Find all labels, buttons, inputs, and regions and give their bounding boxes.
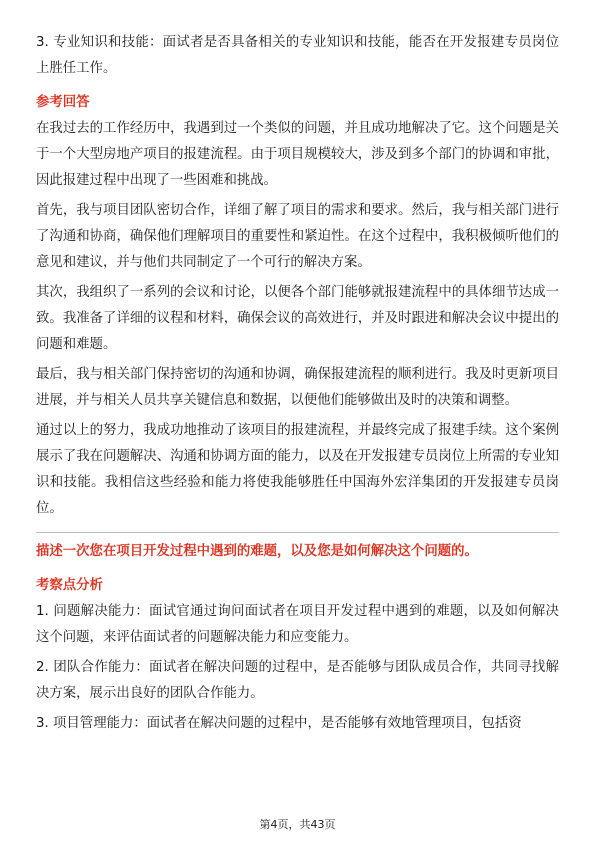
answer-paragraph: 通过以上的努力，我成功地推动了该项目的报建流程，并最终完成了报建手续。这个案例展示了我在问题解决、沟通和协调方面的能力，以及在开发报建专员岗位上所需的专业知识和技能。我相信这些经验和能力将使我能够胜任中国海外宏洋集团的开发报建专员岗位。 xyxy=(36,423,559,516)
answer-paragraph: 最后，我与相关部门保持密切的沟通和协调，确保报建流程的顺利进行。我及时更新项目进展，并与相关人员共享关键信息和数据，以便他们能够做出及时的决策和调整。 xyxy=(36,367,559,408)
answer-paragraph: 首先，我与项目团队密切合作，详细了解了项目的需求和要求。然后，我与相关部门进行了沟通和协商，确保他们理解项目的重要性和紧迫性。在这个过程中，我积极倾听他们的意见和建议，并与他们共同制定了一个可行的解决方案。 xyxy=(36,203,559,270)
answer-paragraph: 在我过去的工作经历中，我遇到过一个类似的问题，并且成功地解决了它。这个问题是关于一个大型房地产项目的报建流程。由于项目规模较大，涉及到多个部门的协调和审批，因此报建过程中出现了一些困难和挑战。 xyxy=(36,121,559,188)
analysis-heading: 考察点分析 xyxy=(36,578,103,593)
page-footer: 第4页，共43页 xyxy=(259,818,336,831)
document-page xyxy=(36,30,559,737)
analysis-item: 1. 问题解决能力：面试官通过询问面试者在项目开发过程中遇到的难题，以及如何解决这个问题，来评估面试者的问题解决能力和应变能力。 xyxy=(36,604,559,645)
section-divider xyxy=(36,532,559,533)
criteria-item-3: 3. 专业知识和技能：面试者是否具备相关的专业知识和技能，能否在开发报建专员岗位上胜任工作。 xyxy=(36,35,559,76)
interview-question: 描述一次您在项目开发过程中遇到的难题，以及您是如何解决这个问题的。 xyxy=(36,544,478,559)
answer-paragraph: 其次，我组织了一系列的会议和讨论，以便各个部门能够就报建流程中的具体细节达成一致。我准备了详细的议程和材料，确保会议的高效进行，并及时跟进和解决会议中提出的问题和难题。 xyxy=(36,285,559,352)
answer-heading: 参考回答 xyxy=(36,95,90,110)
analysis-item: 2. 团队合作能力：面试者在解决问题的过程中，是否能够与团队成员合作，共同寻找解决方案，展示出良好的团队合作能力。 xyxy=(36,660,559,701)
analysis-item: 3. 项目管理能力：面试者在解决问题的过程中，是否能够有效地管理项目，包括资 xyxy=(36,716,522,731)
